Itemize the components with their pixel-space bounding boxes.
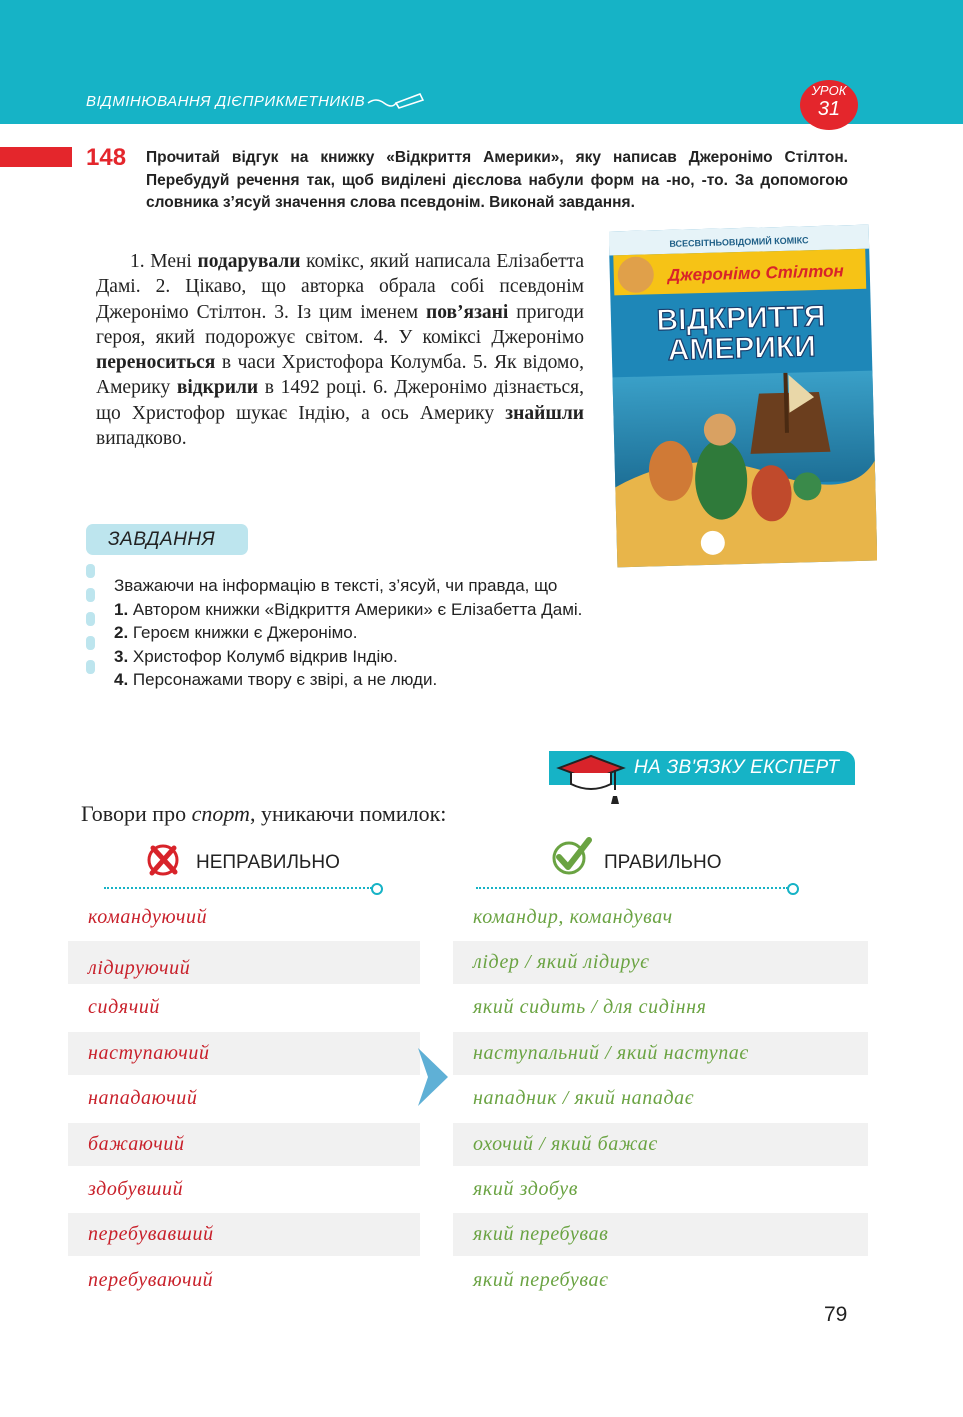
wrong-word: лідируючий — [88, 957, 191, 979]
decor-dot — [86, 588, 95, 602]
book-series: ВСЕСВІТНЬОВІДОМИЙ КОМІКС — [669, 235, 809, 249]
right-word: нападник / який нападає — [473, 1087, 695, 1109]
story-segment: комікс, який написала Елізабетта Дамі. 2. Цікаво, що авторка обрала собі псевдонім Джеронімо Стілтон. 3. Із цим іменем — [96, 251, 585, 323]
story-segment: в часи Христофора Колумба. 5. Як відомо, Америку — [96, 352, 584, 399]
wrong-row — [68, 1077, 420, 1120]
wrong-word: перебувавший — [88, 1223, 214, 1245]
wrong-word: бажаючий — [88, 1133, 185, 1155]
wrong-word: наступаючий — [88, 1042, 210, 1064]
highlighted-verb: знайшли — [505, 402, 584, 424]
check-icon — [549, 836, 593, 876]
right-column-header: ПРАВИЛЬНО — [604, 852, 722, 873]
task-item — [114, 668, 582, 692]
wrong-word: нападаючий — [88, 1087, 198, 1109]
right-word: який перебуває — [473, 1269, 609, 1291]
highlighted-verb: переноситься — [96, 352, 216, 374]
right-word: наступальний / який наступає — [473, 1042, 749, 1064]
exercise-number: 148 — [86, 144, 127, 171]
expert-intro-after: , уникаючи помилок: — [249, 801, 447, 826]
right-row — [453, 1168, 868, 1211]
exercise-marker-bar — [0, 147, 72, 167]
highlighted-verb: подарували — [197, 251, 301, 272]
right-word: який сидить / для сидіння — [473, 996, 707, 1018]
right-word: який здобув — [473, 1178, 578, 1200]
task-item-text: Персонажами твору є звірі, а не люди. — [132, 670, 438, 689]
right-word: лідер / який лідирує — [473, 951, 650, 973]
wrong-row — [68, 896, 420, 939]
task-item — [114, 621, 582, 645]
graduation-cap-icon — [555, 750, 627, 806]
separator-end-ring — [371, 883, 383, 895]
task-label-text: ЗАВДАННЯ — [108, 529, 216, 550]
expert-intro-before: Говори про — [81, 801, 192, 826]
task-item-number: 4. — [114, 670, 129, 689]
story-segment: випадково. — [96, 428, 187, 450]
book-title-line2: АМЕРИКИ — [667, 330, 817, 367]
right-word: який перебував — [473, 1223, 609, 1245]
story-segment: в 1492 році. 6. Джеронімо дізнається, що Христофор шукає Індію, а ось Америку — [96, 377, 584, 424]
task-list — [114, 574, 582, 692]
topic-title: ВІДМІНЮВАННЯ ДІЄПРИКМЕТНИКІВ — [86, 93, 366, 110]
book-cover-image — [609, 224, 877, 568]
task-item — [114, 645, 582, 669]
wrong-row — [68, 1259, 420, 1302]
lesson-badge — [800, 80, 858, 130]
right-row — [453, 1077, 868, 1120]
right-row — [453, 896, 868, 939]
right-row — [453, 1032, 868, 1075]
wrong-row — [68, 1213, 420, 1256]
wrong-row — [68, 986, 420, 1029]
story-segment: пригоди героя, який подорожує світом. 4. У коміксі Джеронімо — [96, 301, 584, 348]
decor-dot — [86, 564, 95, 578]
page-number: 79 — [824, 1303, 848, 1326]
book-title-line1: ВІДКРИТТЯ — [656, 299, 826, 338]
decor-dot — [86, 612, 95, 626]
decor-dot — [86, 636, 95, 650]
task-item-text: Христофор Колумб відкрив Індію. — [132, 646, 398, 666]
right-row — [453, 1213, 868, 1256]
story-segment: 1. Мені — [130, 251, 198, 272]
wrong-row — [68, 1168, 420, 1211]
expert-intro — [81, 801, 446, 827]
wrong-column-header: НЕПРАВИЛЬНО — [196, 852, 340, 873]
highlighted-verb: пов’язані — [426, 301, 509, 323]
cross-icon — [143, 842, 183, 878]
book-author: Джеронімо Стілтон — [667, 261, 844, 285]
story-text — [96, 249, 584, 451]
wrong-row — [68, 1032, 420, 1075]
expert-label: НА ЗВ'ЯЗКУ ЕКСПЕРТ — [634, 757, 840, 778]
exercise-instruction — [146, 147, 848, 215]
wrong-word: перебуваючий — [88, 1269, 214, 1291]
wrong-row — [68, 1123, 420, 1166]
wrong-word: сидячий — [88, 996, 161, 1018]
task-item-number: 2. — [114, 623, 129, 642]
right-word: охочий / який бажає — [473, 1133, 658, 1155]
separator-end-ring — [787, 883, 799, 895]
lesson-number: 31 — [817, 98, 841, 120]
task-decoration-dots — [86, 564, 95, 684]
task-label — [86, 524, 248, 555]
task-item-text: Автором книжки «Відкриття Америки» є Елізабетта Дамі. — [132, 599, 583, 619]
arrow-right-icon — [414, 1046, 454, 1108]
highlighted-verb: відкрили — [176, 377, 259, 399]
task-item-number: 3. — [114, 646, 129, 666]
task-item — [114, 598, 582, 622]
dotted-separator — [476, 887, 788, 889]
right-row — [453, 1123, 868, 1166]
task-item-text: Героєм книжки є Джеронімо. — [132, 623, 358, 642]
task-intro: Зважаючи на інформацію в тексті, з’ясуй, чи правда, що — [114, 576, 558, 595]
dotted-separator — [104, 887, 372, 889]
wrong-word: здобувший — [88, 1178, 184, 1200]
wrong-row — [68, 941, 420, 984]
task-item-number: 1. — [114, 599, 129, 619]
wrong-word: командуючий — [88, 906, 208, 928]
expert-intro-italic: спорт — [191, 801, 250, 826]
decor-dot — [86, 660, 95, 674]
lesson-word: УРОК — [811, 83, 847, 98]
pencil-icon — [366, 91, 426, 111]
right-word: командир, командувач — [473, 906, 673, 928]
right-row — [453, 986, 868, 1029]
instruction-text: Прочитай відгук на книжку «Відкриття Америки», яку написав Джеронімо Стілтон. Перебудуй речення так, щоб виділені дієслова набули форм на -но, -то. За допомогою словника з’ясуй значення слова псевдонім. Виконай завдання. — [146, 149, 848, 211]
right-row — [453, 941, 868, 984]
right-row — [453, 1259, 868, 1302]
